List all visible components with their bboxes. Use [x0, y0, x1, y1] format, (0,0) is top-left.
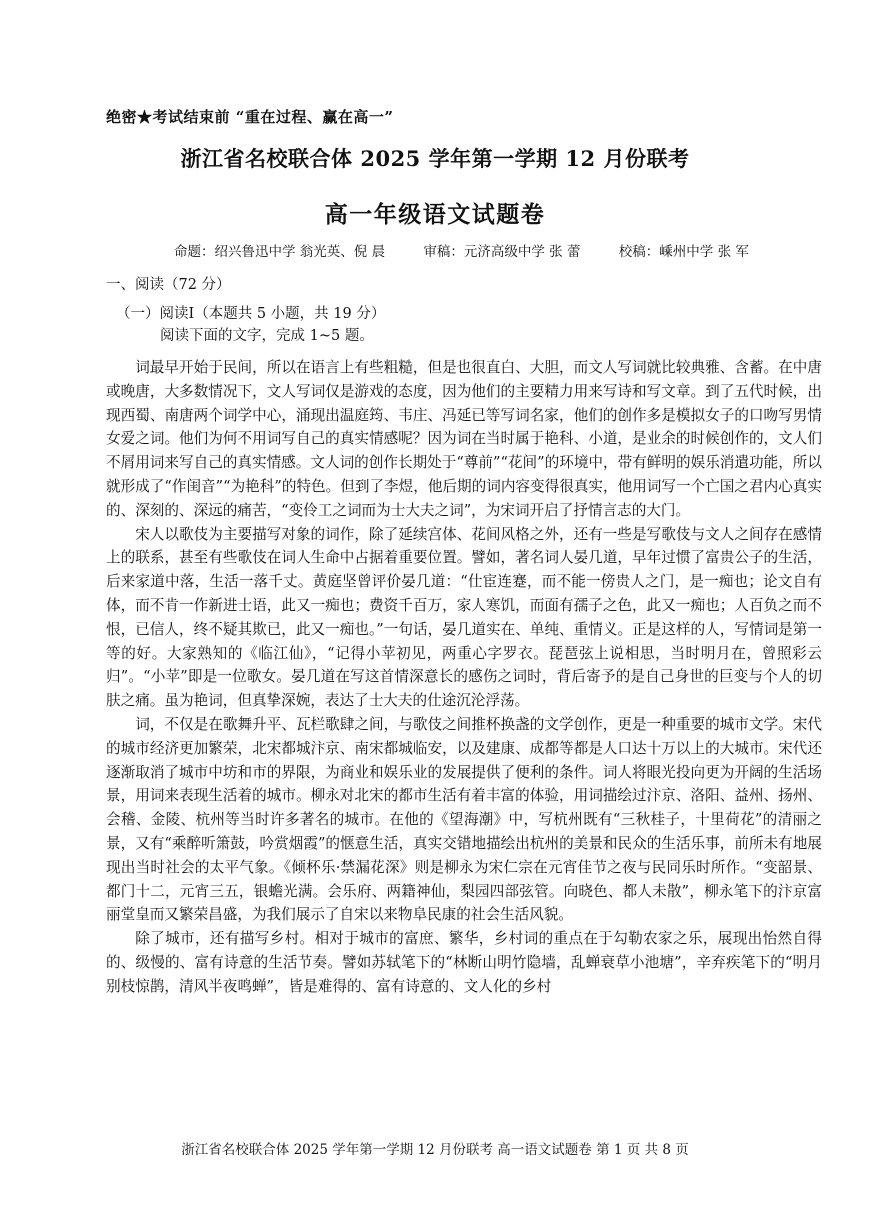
confidential-note: 绝密★考试结束前 “重在过程、赢在高一”	[106, 108, 394, 126]
credit-setter: 命题：绍兴鲁迅中学 翁光英、倪 晨	[174, 244, 386, 260]
exam-title: 浙江省名校联合体 2025 学年第一学期 12 月份联考	[180, 146, 690, 171]
reading-passage	[106, 356, 822, 999]
paper-title: 高一年级语文试题卷	[324, 201, 546, 228]
section-heading: 一、阅读（72 分）	[106, 277, 231, 293]
paragraph: 除了城市，还有描写乡村。相对于城市的富庶、繁华，乡村词的重点在于勾勒农家之乐，展现出怡然自得的、级慢的、富有诗意的生活节奏。譬如苏轼笔下的“林断山明竹隐墙，乱蝉衰草小池塘”，辛弃疾笔下的“明月别枝惊鹊，清风半夜鸣蝉”，皆是难得的、富有诗意的、文人化的乡村	[106, 930, 822, 995]
reading-instruction: 阅读下面的文字，完成 1~5 题。	[160, 328, 374, 344]
paragraph: 词最早开始于民间，所以在语言上有些粗糙，但是也很直白、大胆，而文人写词就比较典雅、含蓄。在中唐或晚唐，大多数情况下，文人写词仅是游戏的态度，因为他们的主要精力用来写诗和写文章。到了五代时候，出现西蜀、南唐两个词学中心，涌现出温庭筠、韦庄、冯延已等写词名家，他们的创作多是模拟女子的口吻写男情女爱之词。他们为何不用词写自己的真实情感呢？因为词在当时属于艳科、小道，是业余的时候创作的，文人们不屑用词来写自己的真实情感。文人词的创作长期处于“尊前”“花间”的环境中，带有鲜明的娱乐消遣功能，所以就形成了“作闺音”“为艳科”的特色。但到了李煜，他后期的词内容变得很真实，他用词写一个亡国之君内心真实的、深刻的、深远的痛苦，“变伶工之词而为士大夫之词”，为宋词开启了抒情言志的大门。	[106, 359, 822, 519]
subsection-heading: （一）阅读Ⅰ（本题共 5 小题，共 19 分）	[116, 306, 386, 322]
paragraph: 词，不仅是在歌舞升平、瓦栏歌肆之间，与歌伎之间推杯换盏的文学创作，更是一种重要的城市文学。宋代的城市经济更加繁荣，北宋都城汴京、南宋都城临安，以及建康、成都等都是人口达十万以上的大城市。宋代还逐渐取消了城市中坊和市的界限，为商业和娱乐业的发展提供了便利的条件。词人将眼光投向更为开阔的生活场景，用词来表现生活着的城市。柳永对北宋的都市生活有着丰富的体验，用词描绘过汴京、洛阳、益州、扬州、会稽、金陵、杭州等当时许多著名的城市。在他的《望海潮》中，写杭州既有“三秋桂子，十里荷花”的清丽之景，又有“乘醉听箫鼓，吟赏烟霞”的惬意生活，真实交错地描绘出杭州的美景和民众的生活乐事，前所未有地展现出当时社会的太平气象。《倾杯乐·禁漏花深》则是柳永为宋仁宗在元宵佳节之夜与民同乐时所作。“变韶景、都门十二，元宵三五，银蟾光满。会乐府、两籍神仙，梨园四部弦管。向晓色、都人未散”，柳永笔下的汴京富丽堂皇而又繁荣昌盛，为我们展示了自宋以来物阜民康的社会生活风貌。	[106, 715, 822, 924]
paragraph: 宋人以歌伎为主要描写对象的词作，除了延续宫体、花间风格之外，还有一些是写歌伎与文人之间存在感情上的联系，甚至有些歌伎在词人生命中占据着重要位置。譬如，著名词人晏几道，早年过惯了富贵公子的生活，后来家道中落，生活一落千丈。黄庭坚曾评价晏几道：“仕宦连蹇，而不能一傍贵人之门，是一痴也；论文自有体，而不肯一作新进士语，此又一痴也；费资千百万，家人寒饥，而面有孺子之色，此又一痴也；人百负之而不恨，已信人，终不疑其欺已，此又一痴也。”一句话，晏几道实在、单纯、重情义。正是这样的人，写情词是第一等的好。大家熟知的《临江仙》，“记得小苹初见，两重心字罗衣。琵琶弦上说相思，当时明月在，曾照彩云归”。“小苹”即是一位歌女。晏几道在写这首情深意长的感伤之词时，背后寄予的是自己身世的巨变与个人的切肤之痛。虽为艳词，但真挚深婉，表达了士大夫的仕途沉沦浮荡。	[106, 525, 822, 710]
credit-reviewer: 审稿：元济高级中学 张 蕾	[423, 244, 581, 260]
credit-proofreader: 校稿：嵊州中学 张 军	[618, 244, 749, 260]
credits-line	[174, 240, 830, 260]
page-footer: 浙江省名校联合体 2025 学年第一学期 12 月份联考 高一语文试题卷 第 1 页 共 8 页	[181, 1142, 689, 1158]
